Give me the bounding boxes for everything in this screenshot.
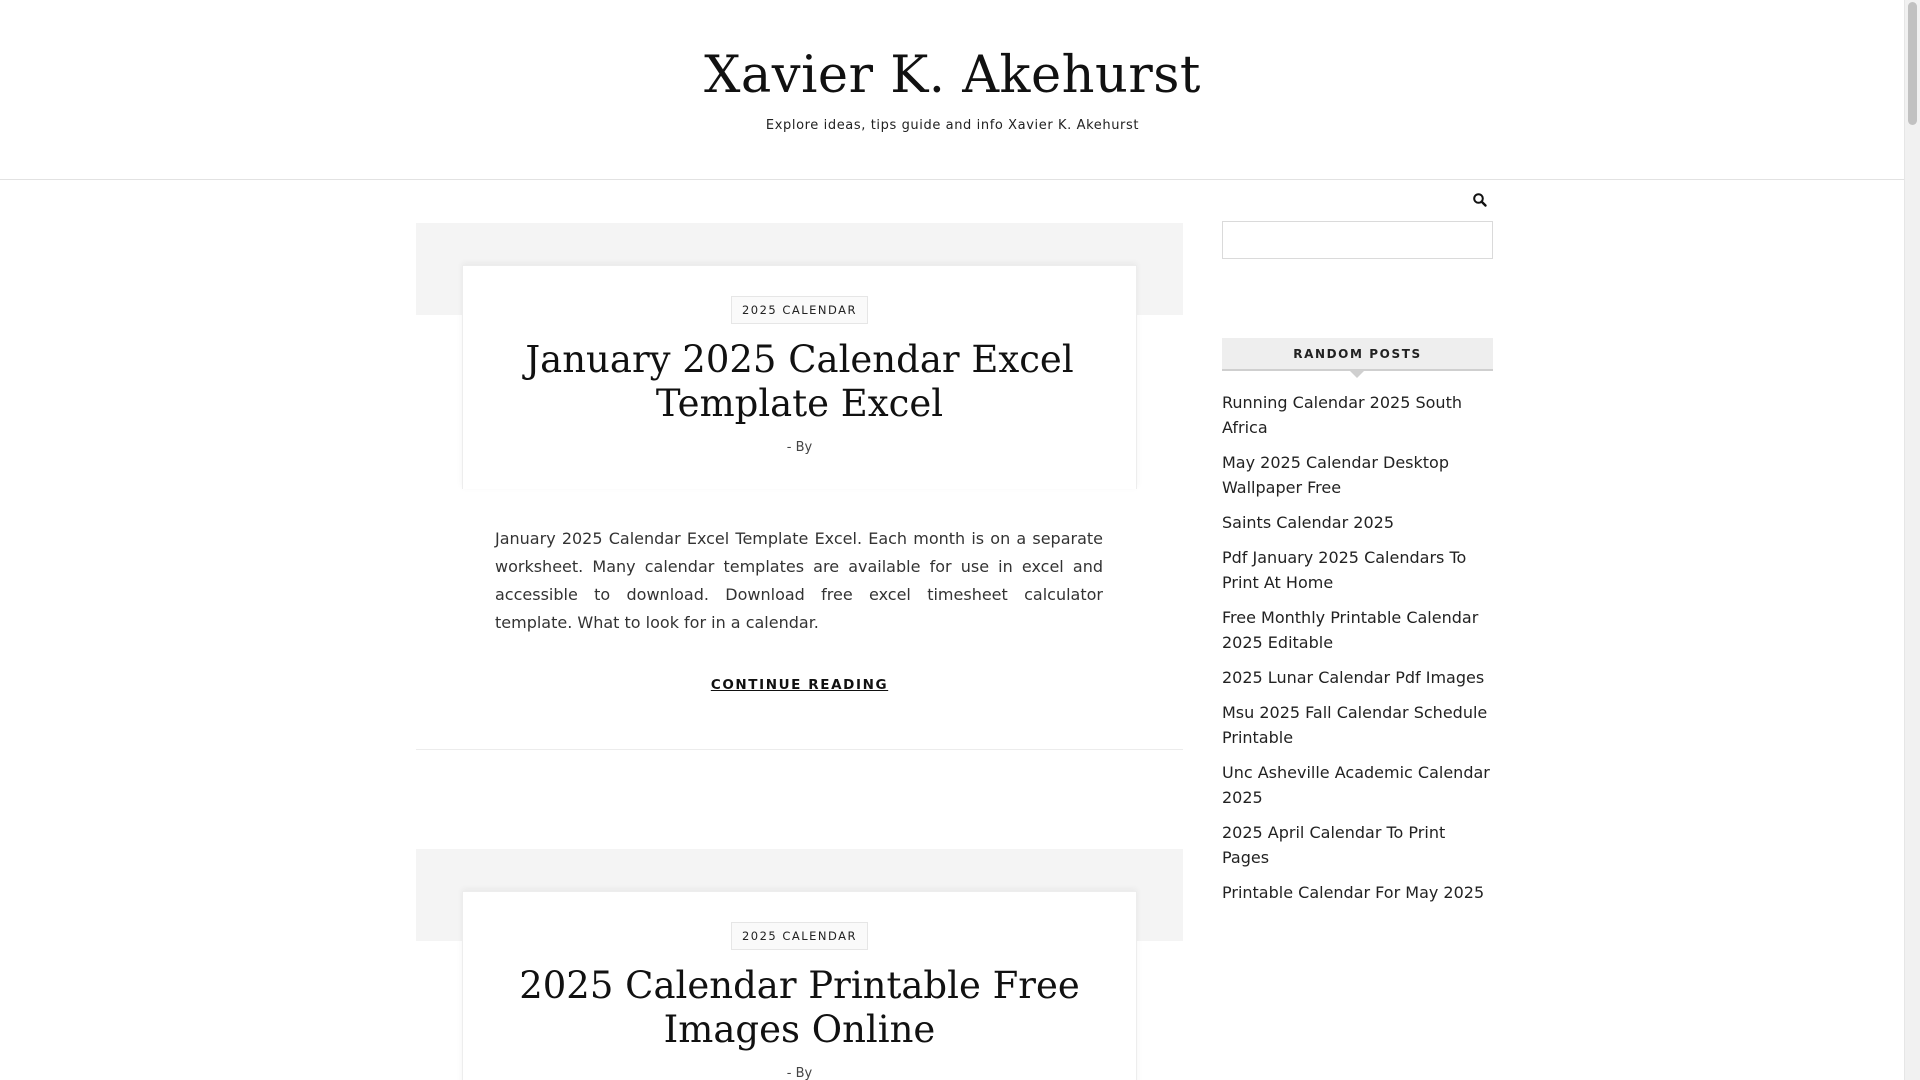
site-tagline: Explore ideas, tips guide and info Xavier K. Akehurst — [765, 118, 1140, 133]
random-post-link[interactable]: Pdf January 2025 Calendars To Print At Home — [1222, 548, 1467, 592]
post-meta: - By — [786, 1066, 813, 1080]
search-icon[interactable] — [1472, 192, 1488, 208]
post-header — [462, 891, 1137, 1080]
list-item — [1222, 450, 1493, 500]
continue-reading-link[interactable]: CONTINUE READING — [710, 677, 889, 693]
widget-title-arrow — [1350, 371, 1364, 378]
post-title[interactable]: January 2025 Calendar Excel Template Excel — [525, 338, 1074, 425]
random-post-link[interactable]: Printable Calendar For May 2025 — [1222, 883, 1485, 902]
list-item — [1222, 390, 1493, 440]
list-item — [1222, 510, 1493, 535]
site-header — [0, 0, 1905, 180]
list-item — [1222, 545, 1493, 595]
random-post-link[interactable]: May 2025 Calendar Desktop Wallpaper Free — [1222, 453, 1449, 497]
list-item — [1222, 700, 1493, 750]
post-card — [416, 849, 1183, 1080]
list-item — [1222, 760, 1493, 810]
list-item — [1222, 665, 1493, 690]
post-excerpt: January 2025 Calendar Excel Template Excel. Each month is on a separate worksheet. Many calendar templates are available for use in excel and accessible to download. Download free excel timesheet calculator template. What to look for in a calendar. — [495, 529, 1103, 632]
site-title[interactable]: Xavier K. Akehurst — [704, 46, 1201, 105]
category-badge[interactable]: 2025 CALENDAR — [731, 922, 868, 950]
random-post-link[interactable]: 2025 April Calendar To Print Pages — [1222, 823, 1446, 867]
category-badge[interactable]: 2025 CALENDAR — [731, 296, 868, 324]
random-post-link[interactable]: Free Monthly Printable Calendar 2025 Editable — [1222, 608, 1479, 652]
random-post-link[interactable]: Unc Asheville Academic Calendar 2025 — [1222, 763, 1490, 807]
post-title[interactable]: 2025 Calendar Printable Free Images Online — [519, 964, 1080, 1051]
post-header — [462, 265, 1137, 489]
list-item — [1222, 880, 1493, 905]
random-posts-title: RANDOM POSTS — [1222, 338, 1493, 371]
post-divider — [416, 749, 1183, 750]
post-meta: - By — [786, 440, 813, 455]
post-card — [416, 223, 1183, 748]
random-posts-list — [1222, 390, 1493, 915]
search-icon-graphic — [1472, 192, 1488, 208]
random-post-link[interactable]: Msu 2025 Fall Calendar Schedule Printable — [1222, 703, 1488, 747]
random-post-link[interactable]: Running Calendar 2025 South Africa — [1222, 393, 1462, 437]
vertical-scrollbar[interactable] — [1904, 0, 1920, 1080]
random-post-link[interactable]: 2025 Lunar Calendar Pdf Images — [1222, 668, 1485, 687]
search-input[interactable] — [1222, 221, 1493, 259]
scrollbar-thumb[interactable] — [1908, 2, 1917, 125]
list-item — [1222, 820, 1493, 870]
list-item — [1222, 605, 1493, 655]
random-post-link[interactable]: Saints Calendar 2025 — [1222, 513, 1394, 532]
